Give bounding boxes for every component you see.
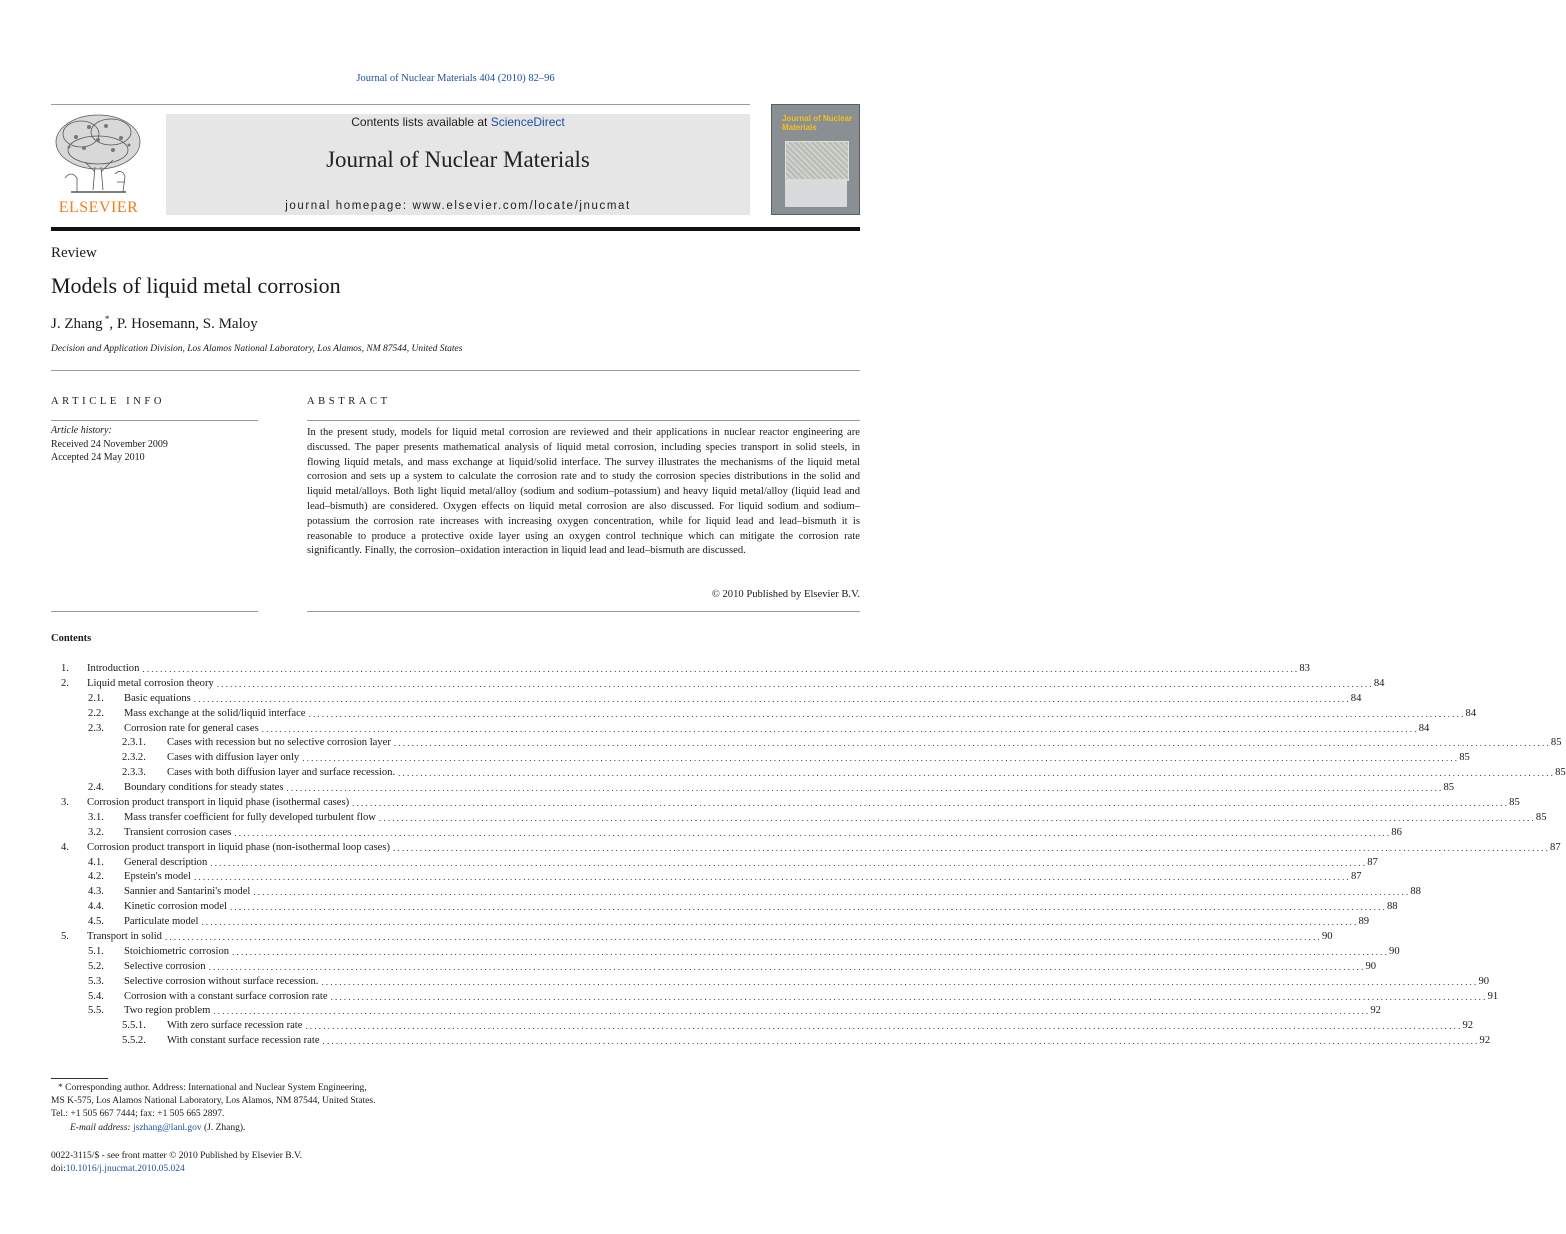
affiliation: Decision and Application Division, Los Alamos National Laboratory, Los Alamos, NM 87544, United States bbox=[51, 344, 463, 354]
journal-citation[interactable]: Journal of Nuclear Materials 404 (2010) 82–96 bbox=[356, 73, 555, 84]
toc-title[interactable]: Basic equations bbox=[124, 692, 191, 704]
authors bbox=[51, 314, 258, 333]
journal-banner bbox=[166, 114, 750, 215]
toc-line bbox=[87, 930, 1333, 945]
footnote-email-line bbox=[51, 1122, 375, 1135]
toc-title[interactable]: Transient corrosion cases bbox=[124, 826, 232, 838]
article-info-bottom-rule bbox=[51, 611, 258, 612]
toc-number: 4.5. bbox=[88, 916, 104, 928]
toc-line bbox=[167, 736, 1562, 751]
toc-entry[interactable] bbox=[51, 885, 1421, 900]
toc-number: 4. bbox=[61, 841, 69, 853]
toc-title[interactable]: Two region problem bbox=[124, 1005, 211, 1017]
toc-entry[interactable] bbox=[51, 662, 1310, 677]
toc-entry[interactable] bbox=[51, 945, 1400, 960]
doi-line bbox=[51, 1163, 302, 1176]
toc-entry[interactable] bbox=[51, 960, 1377, 975]
toc-number: 4.1. bbox=[88, 856, 104, 868]
toc-page[interactable]: 84 bbox=[1418, 722, 1430, 734]
toc-leader-dots: .................................................................................................................................................................................................................................................................... bbox=[322, 1036, 1480, 1047]
toc-number: 5.2. bbox=[88, 960, 104, 972]
toc-page[interactable]: 83 bbox=[1299, 663, 1310, 674]
toc-leader-dots: .................................................................................................................................................................................................................................................................... bbox=[213, 1006, 1371, 1017]
cover-panel bbox=[785, 179, 847, 207]
author-main[interactable]: J. Zhang bbox=[51, 316, 103, 332]
toc-number: 3.2. bbox=[88, 826, 104, 838]
toc-leader-dots: .................................................................................................................................................................................................................................................................... bbox=[352, 798, 1510, 809]
toc-title[interactable]: With constant surface recession rate bbox=[167, 1035, 320, 1047]
header-thick-rule bbox=[51, 227, 860, 231]
toc-line bbox=[124, 885, 1421, 900]
toc-line bbox=[87, 662, 1310, 677]
footnote-rule bbox=[51, 1078, 108, 1079]
front-matter bbox=[51, 1150, 302, 1176]
article-type: Review bbox=[51, 245, 97, 261]
toc-page[interactable]: 85 bbox=[1555, 767, 1566, 779]
article-info-rule bbox=[51, 420, 258, 421]
toc-page[interactable]: 85 bbox=[1459, 752, 1470, 764]
elsevier-tree-logo bbox=[51, 112, 146, 198]
toc-page[interactable]: 86 bbox=[1391, 826, 1402, 838]
header-rule bbox=[51, 104, 750, 105]
toc-page[interactable]: 89 bbox=[1358, 916, 1370, 928]
toc-leader-dots: .................................................................................................................................................................................................................................................................... bbox=[398, 768, 1556, 779]
toc-number: 2.3.1. bbox=[122, 737, 146, 749]
toc-number: 4.4. bbox=[88, 901, 104, 913]
toc-number: 1. bbox=[61, 663, 69, 674]
toc-leader-dots: .................................................................................................................................................................................................................................................................... bbox=[321, 976, 1479, 987]
toc-number: 5.5.2. bbox=[122, 1035, 146, 1047]
toc-entry[interactable] bbox=[51, 781, 1455, 796]
received-date: Received 24 November 2009 bbox=[51, 438, 168, 450]
email-suffix: (J. Zhang). bbox=[201, 1122, 246, 1133]
toc-title[interactable]: With zero surface recession rate bbox=[167, 1020, 303, 1032]
toc-leader-dots: .................................................................................................................................................................................................................................................................... bbox=[261, 723, 1419, 734]
abstract-copyright: © 2010 Published by Elsevier B.V. bbox=[711, 589, 860, 600]
toc-entry[interactable] bbox=[51, 856, 1378, 871]
toc-line bbox=[124, 975, 1490, 990]
cover-title: Journal of Nuclear Materials bbox=[782, 114, 853, 132]
footnote-line3: Tel.: +1 505 667 7444; fax: +1 505 665 2897. bbox=[51, 1109, 225, 1120]
toc-leader-dots: .................................................................................................................................................................................................................................................................... bbox=[193, 693, 1351, 704]
toc-page[interactable]: 90 bbox=[1389, 945, 1400, 957]
article-title: Models of liquid metal corrosion bbox=[51, 273, 341, 298]
toc-leader-dots: .................................................................................................................................................................................................................................................................... bbox=[164, 932, 1322, 943]
elsevier-wordmark: ELSEVIER bbox=[58, 199, 139, 216]
contents-heading: Contents bbox=[51, 633, 92, 644]
article-history bbox=[51, 424, 168, 465]
toc-entry[interactable] bbox=[51, 796, 1520, 811]
toc-line bbox=[124, 1004, 1381, 1019]
toc-line bbox=[124, 856, 1378, 871]
toc-leader-dots: .................................................................................................................................................................................................................................................................... bbox=[229, 902, 1387, 913]
toc-line bbox=[124, 811, 1547, 826]
toc-line bbox=[124, 692, 1362, 707]
toc-entry[interactable] bbox=[51, 1034, 1491, 1049]
journal-title: Journal of Nuclear Materials bbox=[326, 147, 590, 172]
toc-entry[interactable] bbox=[51, 990, 1499, 1005]
toc-page[interactable]: 84 bbox=[1465, 707, 1477, 719]
toc-title[interactable]: Corrosion product transport in liquid phase (non-isothermal loop cases) bbox=[87, 841, 391, 853]
toc-entry[interactable] bbox=[51, 766, 1566, 781]
toc-title[interactable]: Transport in solid bbox=[87, 931, 162, 943]
toc-number: 3. bbox=[61, 797, 69, 809]
toc-title[interactable]: Corrosion rate for general cases bbox=[124, 722, 259, 734]
toc-leader-dots: .................................................................................................................................................................................................................................................................... bbox=[305, 1021, 1463, 1032]
toc-entry[interactable] bbox=[51, 736, 1562, 751]
contents-prefix: Contents lists available at bbox=[351, 115, 488, 129]
toc-leader-dots: .................................................................................................................................................................................................................................................................... bbox=[393, 842, 1551, 853]
toc-leader-dots: .................................................................................................................................................................................................................................................................... bbox=[201, 917, 1359, 928]
toc-number: 2.3.3. bbox=[122, 767, 146, 779]
toc-title[interactable]: Liquid metal corrosion theory bbox=[87, 677, 214, 689]
doi-link[interactable]: 10.1016/j.jnucmat.2010.05.024 bbox=[65, 1164, 185, 1175]
toc-entry[interactable] bbox=[51, 722, 1430, 737]
toc-leader-dots: .................................................................................................................................................................................................................................................................... bbox=[208, 961, 1366, 972]
toc-line bbox=[87, 841, 1561, 856]
corresponding-marker[interactable]: * bbox=[102, 314, 110, 324]
toc-line bbox=[124, 826, 1402, 841]
toc-title[interactable]: Cases with diffusion layer only bbox=[167, 752, 300, 764]
toc-line bbox=[124, 945, 1400, 960]
toc-number: 2. bbox=[61, 677, 69, 689]
toc-page[interactable]: 92 bbox=[1370, 1005, 1381, 1017]
toc-page[interactable]: 91 bbox=[1487, 990, 1499, 1002]
toc-title[interactable]: Selective corrosion bbox=[124, 960, 206, 972]
table-of-contents bbox=[51, 662, 1566, 1049]
footnote-line1: * Corresponding author. Address: International and Nuclear System Engineering, bbox=[58, 1083, 367, 1093]
toc-line bbox=[124, 915, 1370, 930]
toc-page[interactable]: 90 bbox=[1478, 975, 1490, 987]
toc-line bbox=[124, 900, 1398, 915]
toc-line bbox=[124, 870, 1362, 885]
history-label: Article history: bbox=[51, 425, 112, 436]
toc-title[interactable]: Introduction bbox=[87, 663, 140, 674]
toc-entry[interactable] bbox=[51, 930, 1333, 945]
toc-page[interactable]: 90 bbox=[1321, 931, 1333, 943]
toc-entry[interactable] bbox=[51, 677, 1385, 692]
toc-title[interactable]: Particulate model bbox=[124, 916, 199, 928]
toc-number: 5.5.1. bbox=[122, 1020, 146, 1032]
toc-line bbox=[124, 781, 1455, 796]
footnote bbox=[51, 1082, 375, 1135]
email-label: E-mail address: bbox=[70, 1122, 131, 1133]
toc-title[interactable]: General description bbox=[124, 856, 208, 868]
toc-page[interactable]: 87 bbox=[1367, 856, 1378, 868]
toc-title[interactable]: Corrosion with a constant surface corrosion rate bbox=[124, 990, 328, 1002]
contents-available bbox=[166, 115, 750, 129]
abstract-bottom-rule bbox=[307, 611, 860, 612]
toc-page[interactable]: 87 bbox=[1550, 841, 1561, 853]
footnote-line2: MS K-575, Los Alamos National Laboratory, Los Alamos, NM 87544, United States. bbox=[51, 1096, 376, 1107]
toc-line bbox=[124, 990, 1499, 1005]
toc-entry[interactable] bbox=[51, 841, 1561, 856]
toc-leader-dots: .................................................................................................................................................................................................................................................................... bbox=[234, 827, 1392, 838]
email-link[interactable]: jszhang@lanl.gov bbox=[132, 1122, 202, 1133]
toc-page[interactable]: 92 bbox=[1462, 1020, 1474, 1032]
toc-title[interactable]: Cases with both diffusion layer and surface recession. bbox=[167, 767, 396, 779]
toc-title[interactable]: Cases with recession but no selective corrosion layer bbox=[167, 737, 391, 749]
toc-line bbox=[167, 751, 1470, 766]
toc-leader-dots: .................................................................................................................................................................................................................................................................... bbox=[210, 857, 1368, 868]
toc-page[interactable]: 84 bbox=[1373, 677, 1385, 689]
toc-number: 4.3. bbox=[88, 886, 104, 898]
toc-page[interactable]: 85 bbox=[1509, 797, 1520, 809]
toc-leader-dots: .................................................................................................................................................................................................................................................................... bbox=[378, 812, 1536, 823]
sciencedirect-link[interactable]: ScienceDirect bbox=[490, 115, 565, 129]
abstract-text: In the present study, models for liquid metal corrosion are reviewed and their applications in nuclear reactor engineering are discussed. The paper presents mathematical analysis of liquid metal corrosion, including species transport in solid steels, in flowing liquid metals, and mass exchange at liquid/solid interface. The survey illustrates the mechanisms of the liquid metal corrosion and sets up a system to calculate the corrosion rate and to study the corrosion species distributions in the solid and liquid metal/alloys. Both light liquid metal/alloy (sodium and sodium–potassium) and heavy liquid metal/alloy (liquid lead and lead–bismuth) are considered. Oxygen effects on liquid metal corrosion are also discussed. For liquid sodium and sodium–potassium the corrosion rate increases with increasing oxygen concentration, while for liquid lead and lead–bismuth it is reasonable to produce a protective oxide layer using an oxygen control technique which can mitigate the corrosion rate significantly. Finally, the corrosion–oxidation interaction in liquid lead and lead–bismuth are discussed. bbox=[307, 427, 860, 557]
toc-page[interactable]: 87 bbox=[1350, 871, 1362, 883]
abstract-heading: ABSTRACT bbox=[307, 396, 391, 407]
toc-line bbox=[167, 766, 1566, 781]
toc-entry[interactable] bbox=[51, 826, 1402, 841]
toc-entry[interactable] bbox=[51, 1004, 1381, 1019]
toc-title[interactable]: Mass transfer coefficient for fully developed turbulent flow bbox=[124, 811, 376, 823]
toc-line bbox=[167, 1034, 1491, 1049]
toc-number: 5.1. bbox=[88, 945, 104, 957]
toc-number: 2.2. bbox=[88, 707, 104, 719]
article-info-heading: ARTICLE INFO bbox=[51, 396, 166, 407]
toc-title[interactable]: Selective corrosion without surface recession. bbox=[124, 975, 319, 987]
toc-number: 5.4. bbox=[88, 990, 104, 1002]
toc-leader-dots: .................................................................................................................................................................................................................................................................... bbox=[142, 664, 1300, 674]
toc-leader-dots: .................................................................................................................................................................................................................................................................... bbox=[286, 783, 1444, 794]
toc-line bbox=[87, 677, 1385, 692]
toc-leader-dots: .................................................................................................................................................................................................................................................................... bbox=[308, 708, 1466, 719]
toc-title[interactable]: Boundary conditions for steady states bbox=[124, 782, 284, 794]
toc-leader-dots: .................................................................................................................................................................................................................................................................... bbox=[330, 991, 1488, 1002]
toc-entry[interactable] bbox=[51, 870, 1362, 885]
toc-leader-dots: .................................................................................................................................................................................................................................................................... bbox=[193, 872, 1351, 883]
toc-entry[interactable] bbox=[51, 751, 1470, 766]
toc-entry[interactable] bbox=[51, 975, 1490, 990]
toc-number: 5.3. bbox=[88, 975, 104, 987]
toc-number: 2.3.2. bbox=[122, 752, 146, 764]
toc-leader-dots: .................................................................................................................................................................................................................................................................... bbox=[302, 753, 1460, 764]
toc-title[interactable]: Epstein's model bbox=[124, 871, 191, 883]
toc-entry[interactable] bbox=[51, 900, 1398, 915]
toc-entry[interactable] bbox=[51, 811, 1547, 826]
toc-entry[interactable] bbox=[51, 707, 1477, 722]
toc-line bbox=[87, 796, 1520, 811]
toc-number: 4.2. bbox=[88, 871, 104, 883]
toc-line bbox=[124, 722, 1430, 737]
toc-page[interactable]: 84 bbox=[1350, 692, 1362, 704]
doi-label: doi: bbox=[51, 1164, 66, 1175]
accepted-date: Accepted 24 May 2010 bbox=[51, 452, 145, 463]
toc-title[interactable]: Mass exchange at the solid/liquid interface bbox=[124, 707, 306, 719]
issn-line: 0022-3115/$ - see front matter © 2010 Published by Elsevier B.V. bbox=[51, 1151, 303, 1161]
toc-leader-dots: .................................................................................................................................................................................................................................................................... bbox=[393, 738, 1551, 749]
divider-rule bbox=[51, 370, 860, 371]
toc-page[interactable]: 92 bbox=[1479, 1035, 1491, 1047]
author-rest[interactable]: , P. Hosemann, S. Maloy bbox=[109, 316, 258, 332]
toc-page[interactable]: 88 bbox=[1386, 901, 1398, 913]
toc-line bbox=[167, 1019, 1474, 1034]
toc-number: 5.5. bbox=[88, 1005, 104, 1017]
toc-number: 2.4. bbox=[88, 782, 104, 794]
journal-homepage[interactable]: journal homepage: www.elsevier.com/locate/jnucmat bbox=[285, 200, 631, 212]
toc-line bbox=[124, 960, 1377, 975]
journal-cover-image bbox=[771, 104, 860, 215]
toc-number: 2.1. bbox=[88, 692, 104, 704]
toc-leader-dots: .................................................................................................................................................................................................................................................................... bbox=[232, 946, 1390, 957]
toc-leader-dots: .................................................................................................................................................................................................................................................................... bbox=[253, 887, 1411, 898]
toc-page[interactable]: 85 bbox=[1550, 737, 1562, 749]
cover-photo bbox=[785, 141, 849, 181]
toc-entry[interactable] bbox=[51, 1019, 1474, 1034]
toc-page[interactable]: 85 bbox=[1443, 782, 1455, 794]
toc-page[interactable]: 90 bbox=[1365, 960, 1377, 972]
toc-line bbox=[124, 707, 1477, 722]
toc-title[interactable]: Sannier and Santarini's model bbox=[124, 886, 251, 898]
toc-page[interactable]: 88 bbox=[1410, 886, 1421, 898]
toc-title[interactable]: Corrosion product transport in liquid phase (isothermal cases) bbox=[87, 797, 350, 809]
abstract-rule bbox=[307, 420, 860, 421]
toc-entry[interactable] bbox=[51, 915, 1370, 930]
toc-entry[interactable] bbox=[51, 692, 1362, 707]
toc-number: 5. bbox=[61, 931, 69, 943]
toc-number: 2.3. bbox=[88, 722, 104, 734]
toc-title[interactable]: Kinetic corrosion model bbox=[124, 901, 227, 913]
toc-title[interactable]: Stoichiometric corrosion bbox=[124, 945, 230, 957]
toc-page[interactable]: 85 bbox=[1535, 811, 1547, 823]
toc-leader-dots: .................................................................................................................................................................................................................................................................... bbox=[216, 678, 1374, 689]
toc-number: 3.1. bbox=[88, 811, 104, 823]
